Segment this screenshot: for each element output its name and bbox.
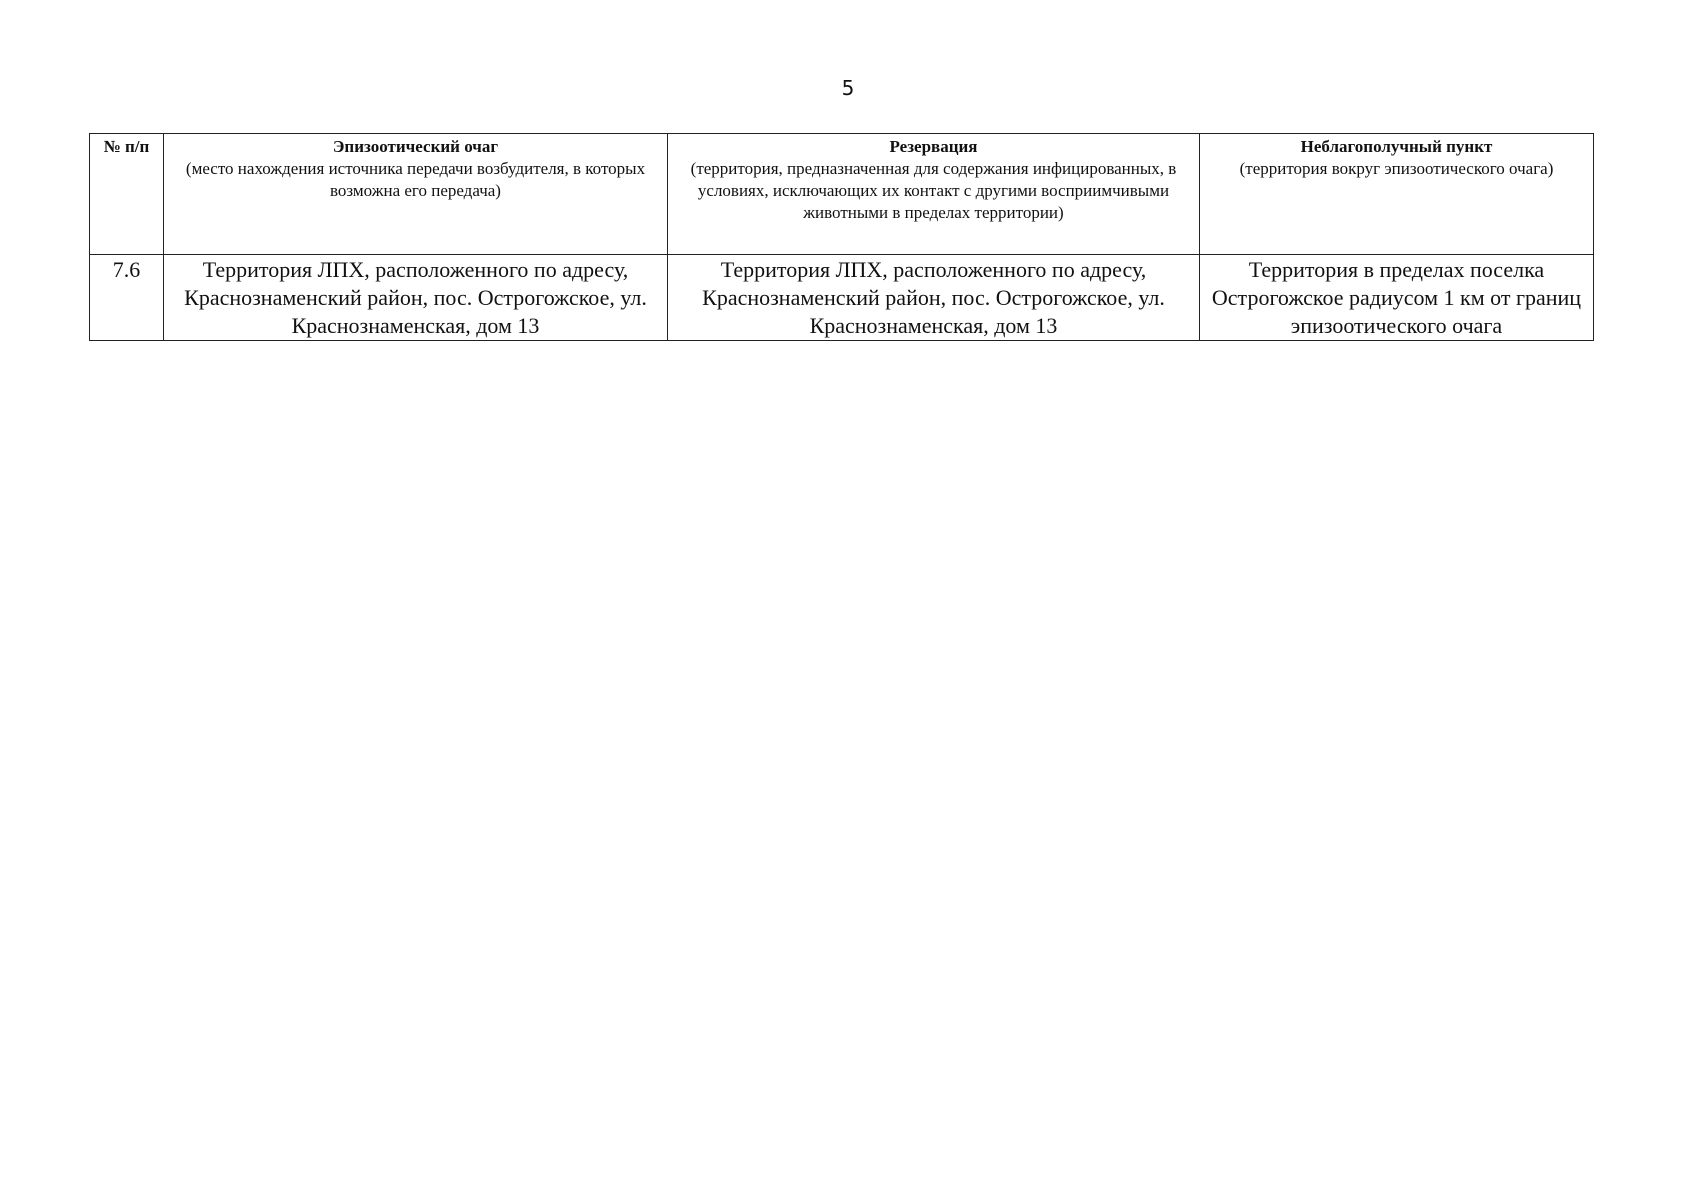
- header-reservation-subtitle: (территория, предназначенная для содержания инфицированных, в условиях, исключающих их контакт с другими восприимчивыми животными в пределах территории): [690, 159, 1177, 222]
- header-epizootic-focus-title: Эпизоотический очаг: [332, 137, 499, 156]
- header-unfavorable-point-title: Неблагополучный пункт: [1300, 137, 1493, 156]
- cell-number: 7.6: [90, 255, 164, 341]
- header-reservation-title: Резервация: [889, 137, 978, 156]
- cell-epizootic-focus: Территория ЛПХ, расположенного по адресу, Краснознаменский район, пос. Острогожское, ул. Краснознаменская, дом 13: [164, 255, 668, 341]
- header-epizootic-focus-subtitle: (место нахождения источника передачи возбудителя, в которых возможна его передача): [185, 159, 646, 200]
- header-number-title: № п/п: [103, 137, 150, 156]
- table-row: [90, 255, 1594, 341]
- header-epizootic-focus: [164, 134, 668, 255]
- epizootic-table: [89, 133, 1594, 341]
- page-number: 5: [841, 76, 855, 100]
- header-reservation: [668, 134, 1200, 255]
- header-number: [90, 134, 164, 255]
- header-unfavorable-point-subtitle: (территория вокруг эпизоотического очага): [1239, 159, 1554, 178]
- cell-unfavorable-point: Территория в пределах поселка Острогожское радиусом 1 км от границ эпизоотического очага: [1200, 255, 1594, 341]
- header-unfavorable-point: [1200, 134, 1594, 255]
- cell-reservation: Территория ЛПХ, расположенного по адресу, Краснознаменский район, пос. Острогожское, ул. Краснознаменская, дом 13: [668, 255, 1200, 341]
- table-header-row: [90, 134, 1594, 255]
